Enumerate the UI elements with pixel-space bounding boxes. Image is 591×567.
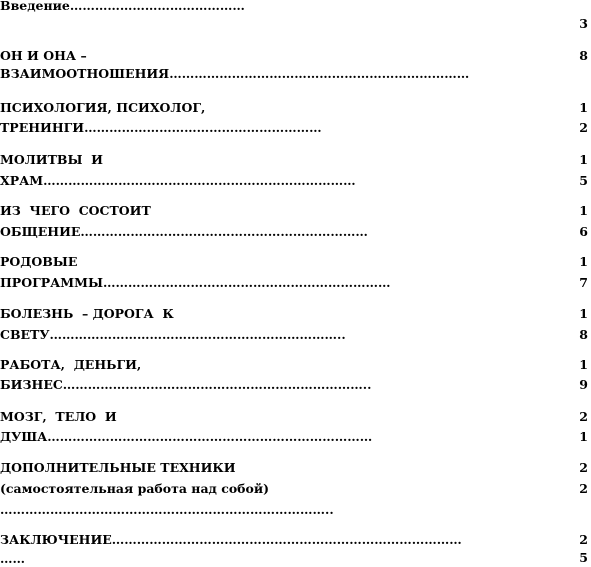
toc-entry-7-title-cont: БИЗНЕС……………………………………………………………….. xyxy=(0,377,372,392)
toc-entry-3-title: МОЛИТВЫ И xyxy=(0,152,103,167)
toc-intro-page: 3 xyxy=(579,16,588,31)
toc-entry-10-page-d2: 5 xyxy=(579,550,588,565)
toc-entry-6-page-d2: 8 xyxy=(579,327,588,342)
toc-entry-9-subtitle: (самостоятельная работа над собой) xyxy=(0,481,270,496)
toc-entry-1-title: ОН И ОНА – xyxy=(0,48,87,63)
toc-entry-10-leader: …… xyxy=(0,551,25,566)
toc-entry-9-leader: …………………………………………………………………….. xyxy=(0,502,334,517)
toc-entry-9-title: ДОПОЛНИТЕЛЬНЫЕ ТЕХНИКИ xyxy=(0,460,236,475)
toc-entry-4-page-d1: 1 xyxy=(579,203,588,218)
toc-entry-2-title: ПСИХОЛОГИЯ, ПСИХОЛОГ, xyxy=(0,100,206,115)
toc-entry-8-title-cont: ДУША…………………………………………………………………… xyxy=(0,429,373,444)
toc-entry-2-page-d1: 1 xyxy=(579,100,588,115)
toc-entry-6-page-d1: 1 xyxy=(579,306,588,321)
toc-entry-5-title-cont: ПРОГРАММЫ…………………………………………………………… xyxy=(0,275,391,290)
toc-entry-2-title-cont: ТРЕНИНГИ………………………………………………… xyxy=(0,120,322,135)
toc-entry-6-title-cont: СВЕТУ…………………………………………………………….. xyxy=(0,327,346,342)
toc-entry-8-title: МОЗГ, ТЕЛО И xyxy=(0,409,117,424)
toc-entry-4-page-d2: 6 xyxy=(579,224,588,239)
toc-intro-title: Введение…………………………………… xyxy=(0,0,245,13)
toc-entry-6-title: БОЛЕЗНЬ – ДОРОГА К xyxy=(0,306,174,321)
toc-entry-3-page-d1: 1 xyxy=(579,152,588,167)
toc-entry-10-title: ЗАКЛЮЧЕНИЕ………………………………………………………………………… xyxy=(0,532,462,547)
toc-entry-3-title-cont: ХРАМ………………………………………………………………… xyxy=(0,173,356,188)
toc-entry-7-page-d2: 9 xyxy=(579,377,588,392)
toc-entry-5-page-d2: 7 xyxy=(579,275,588,290)
toc-entry-3-page-d2: 5 xyxy=(579,173,588,188)
toc-entry-7-page-d1: 1 xyxy=(579,357,588,372)
toc-entry-2-page-d2: 2 xyxy=(579,120,588,135)
toc-entry-1-page: 8 xyxy=(579,48,588,63)
toc-entry-1-title-cont: ВЗАИМООТНОШЕНИЯ……………………………………………………………… xyxy=(0,66,470,81)
toc-entry-9-page-d1: 2 xyxy=(579,460,588,475)
toc-entry-10-page-d1: 2 xyxy=(579,532,588,547)
toc-entry-5-title: РОДОВЫЕ xyxy=(0,254,78,269)
toc-entry-4-title-cont: ОБЩЕНИЕ…………………………………………………………… xyxy=(0,224,368,239)
toc-entry-9-page-d2: 2 xyxy=(579,481,588,496)
toc-entry-7-title: РАБОТА, ДЕНЬГИ, xyxy=(0,357,142,372)
toc-entry-8-page-d1: 2 xyxy=(579,409,588,424)
toc-entry-8-page-d2: 1 xyxy=(579,429,588,444)
toc-entry-4-title: ИЗ ЧЕГО СОСТОИТ xyxy=(0,203,151,218)
toc-entry-5-page-d1: 1 xyxy=(579,254,588,269)
